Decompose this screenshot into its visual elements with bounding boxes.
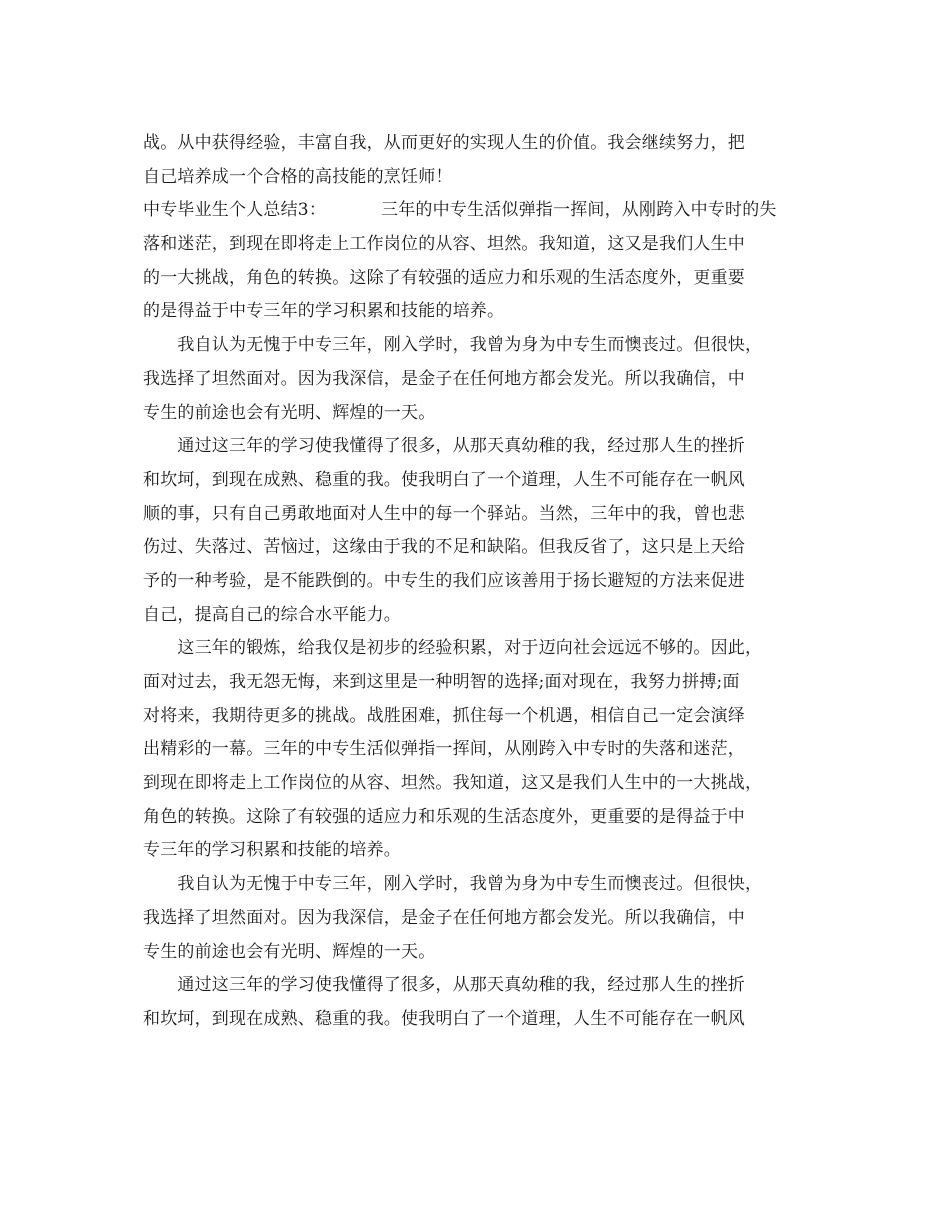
text-line: 和坎坷，到现在成熟、稳重的我。使我明白了一个道理，人生不可能存在一帆风 bbox=[143, 1008, 745, 1029]
text-line: 我自认为无愧于中专三年，刚入学时，我曾为身为中专生而懊丧过。但很快， bbox=[143, 335, 763, 356]
text-line: 伤过、失落过、苦恼过，这缘由于我的不足和缺陷。但我反省了，这只是上天给 bbox=[143, 537, 745, 558]
text-line: 专生的前途也会有光明、辉煌的一天。 bbox=[143, 402, 436, 423]
text-line: 通过这三年的学习使我懂得了很多，从那天真幼稚的我，经过那人生的挫折 bbox=[143, 436, 745, 457]
text-line: 面对过去，我无怨无悔，来到这里是一种明智的选择;面对现在，我努力拼搏;面 bbox=[143, 672, 740, 692]
text-line: 我选择了坦然面对。因为我深信，是金子在任何地方都会发光。所以我确信，中 bbox=[143, 907, 745, 928]
text-line: 顺的事，只有自己勇敢地面对人生中的每一个驿站。当然，三年中的我，曾也悲 bbox=[143, 503, 745, 524]
text-line: 这三年的锻炼，给我仅是初步的经验积累，对于迈向社会远远不够的。因此， bbox=[143, 638, 763, 659]
text-line: 出精彩的一幕。三年的中专生活似弹指一挥间，从刚跨入中专时的失落和迷茫， bbox=[143, 739, 745, 760]
text-line: 予的一种考验，是不能跌倒的。中专生的我们应该善用于扬长避短的方法来促进 bbox=[143, 570, 745, 591]
text-line: 角色的转换。这除了有较强的适应力和乐观的生活态度外，更重要的是得益于中 bbox=[143, 806, 745, 827]
text-line: 专三年的学习积累和技能的培养。 bbox=[143, 840, 401, 861]
text-line: 通过这三年的学习使我懂得了很多，从那天真幼稚的我，经过那人生的挫折 bbox=[143, 975, 745, 996]
text-line: 我自认为无愧于中专三年，刚入学时，我曾为身为中专生而懊丧过。但很快， bbox=[143, 874, 763, 895]
text-line: 三年的中专生活似弹指一挥间，从刚跨入中专时的失 bbox=[381, 200, 777, 221]
text-line: 落和迷茫，到现在即将走上工作岗位的从容、坦然。我知道，这又是我们人生中 bbox=[143, 234, 745, 255]
text-line: 对将来，我期待更多的挑战。战胜困难，抓住每一个机遇，相信自己一定会演绎 bbox=[143, 705, 745, 726]
text-line: 到现在即将走上工作岗位的从容、坦然。我知道，这又是我们人生中的一大挑战， bbox=[143, 773, 763, 794]
text-line: 自己培养成一个合格的高技能的烹饪师！ bbox=[143, 166, 453, 187]
text-line: 我选择了坦然面对。因为我深信，是金子在任何地方都会发光。所以我确信，中 bbox=[143, 368, 745, 389]
text-line: 自己，提高自己的综合水平能力。 bbox=[143, 604, 401, 625]
document-body bbox=[143, 127, 808, 1037]
text-line: 专生的前途也会有光明、辉煌的一天。 bbox=[143, 941, 436, 962]
text-line: 的一大挑战，角色的转换。这除了有较强的适应力和乐观的生活态度外，更重要 bbox=[143, 267, 745, 288]
section-heading-line bbox=[143, 194, 808, 228]
text-line: 的是得益于中专三年的学习积累和技能的培养。 bbox=[143, 301, 505, 322]
section-heading: 中专毕业生个人总结3： bbox=[143, 200, 327, 221]
text-line: 战。从中获得经验，丰富自我，从而更好的实现人生的价值。我会继续努力，把 bbox=[143, 133, 745, 153]
text-line: 和坎坷，到现在成熟、稳重的我。使我明白了一个道理，人生不可能存在一帆风 bbox=[143, 469, 745, 490]
